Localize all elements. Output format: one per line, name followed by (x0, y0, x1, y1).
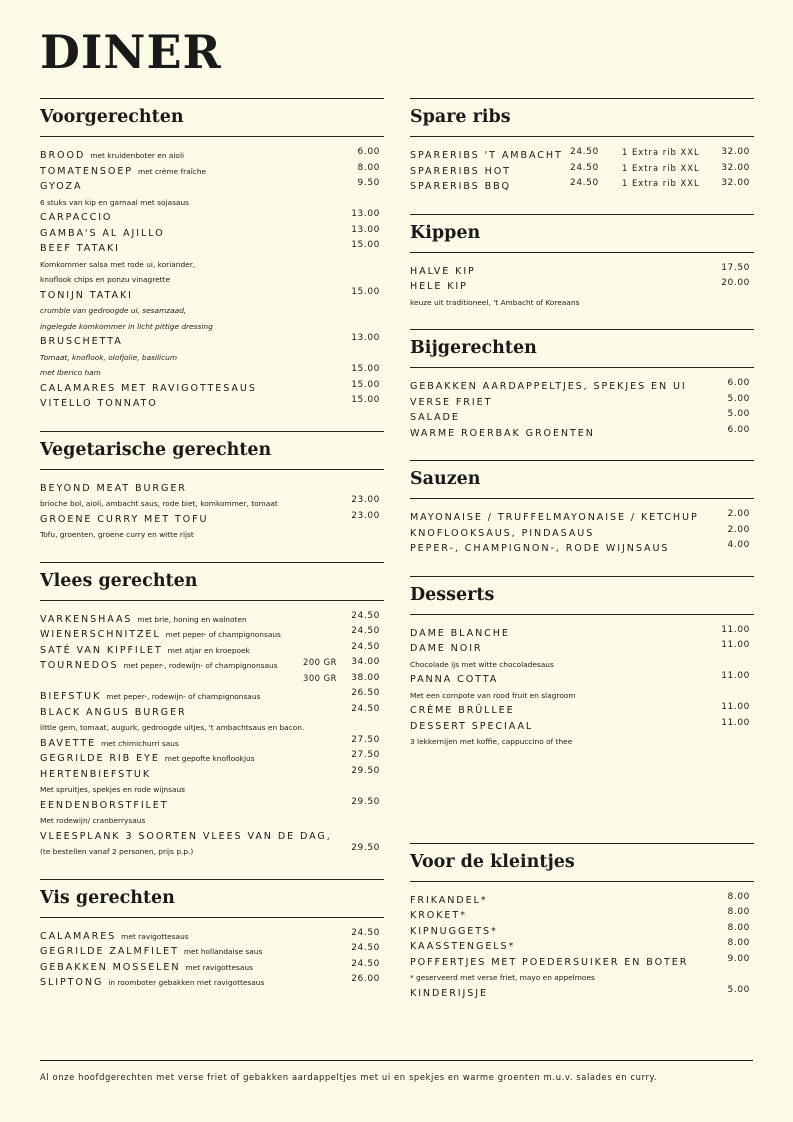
menu-item (40, 378, 384, 394)
item-name: GEGRILDE ZALMFILET (40, 946, 179, 957)
item-name: VARKENSHAAS (40, 613, 133, 625)
section-spacer (40, 409, 384, 431)
menu-item (40, 393, 384, 409)
section-spacer (410, 192, 754, 214)
item-price: 29.50 (351, 796, 380, 807)
item-price: 8.00 (727, 907, 750, 917)
section-voor-de-kleintjes (410, 843, 754, 999)
item-name: TOMATENSOEP (40, 165, 133, 177)
section-heading: Kippen (410, 214, 754, 253)
menu-note (40, 524, 384, 540)
item-price: 34.00 (351, 657, 380, 667)
item-price: 15.00 (351, 364, 380, 374)
menu-note (40, 671, 384, 687)
menu-item (40, 686, 384, 702)
menu-item (410, 507, 754, 523)
item-price: 9.50 (357, 178, 380, 188)
item-description: met atjar en kroepoek (167, 645, 250, 655)
item-description: keuze uit traditioneel, 't Ambacht of Koreaans (410, 297, 580, 307)
section-spacer (410, 438, 754, 460)
item-description: Met rodewijn/ cranberrysaus (40, 816, 146, 825)
item-price: 6.00 (727, 378, 750, 388)
item-name: WARME ROERBAK GROENTEN (410, 427, 595, 439)
menu-item (410, 669, 754, 685)
item-price: 32.00 (721, 162, 750, 173)
menu-item (410, 423, 754, 439)
menu-item (40, 926, 384, 942)
item-price: 8.00 (357, 162, 380, 173)
menu-item (410, 983, 754, 999)
menu-item (410, 176, 754, 192)
menu-item (410, 261, 754, 277)
menu-item (40, 764, 384, 780)
item-name: BROOD (40, 150, 86, 161)
item-description: met peper-, rodewijn- of champignonsaus (123, 661, 278, 670)
menu-note (40, 300, 384, 316)
item-description: met ravigottesaus (185, 962, 253, 972)
menu-note (40, 347, 384, 363)
item-name: SPARERIBS BBQ (410, 181, 512, 192)
item-name: FRIKANDEL* (410, 894, 488, 906)
item-name: DAME NOIR (410, 643, 483, 654)
item-name: BLACK ANGUS BURGER (40, 706, 187, 718)
menu-item (40, 640, 384, 656)
menu-item (40, 609, 384, 625)
item-name: PANNA COTTA (410, 674, 499, 685)
item-price: 17.50 (721, 262, 750, 273)
section-bijgerechten (410, 329, 754, 438)
item-name: VITELLO TONNATO (40, 398, 158, 409)
item-description: met peper-, rodewijn- of champignonsaus (106, 692, 261, 701)
item-name: KINDERIJSJE (410, 987, 488, 999)
section-heading: Vis gerechten (40, 879, 384, 918)
item-price: 11.00 (721, 717, 750, 728)
item-price: 15.00 (351, 286, 380, 297)
menu-item (410, 638, 754, 654)
section-sauzen (410, 460, 754, 554)
item-extra-option: 1 Extra rib XXL (622, 162, 700, 173)
item-price: 11.00 (721, 624, 750, 635)
menu-item (40, 826, 384, 842)
menu-item (40, 795, 384, 811)
section-spacer (410, 307, 754, 329)
item-description: 6 stuks van kip en garnaal met sojasaus (40, 197, 189, 207)
menu-item (40, 655, 384, 671)
item-price: 27.50 (351, 750, 380, 760)
item-description: 3 lekkernijen met koffie, cappuccino of thee (410, 737, 573, 746)
item-price: 13.00 (351, 333, 380, 343)
item-description: (te bestellen vanaf 2 personen, prijs p.p.) (40, 847, 194, 856)
menu-item (410, 392, 754, 408)
item-price: 6.00 (357, 147, 380, 157)
menu-item (40, 624, 384, 640)
menu-note (40, 841, 384, 857)
menu-item (410, 523, 754, 539)
menu-note (410, 654, 754, 670)
item-name: CALAMARES MET RAVIGOTTESAUS (40, 382, 257, 394)
item-name: EENDENBORSTFILET (40, 799, 169, 811)
section-spacer (40, 857, 384, 879)
item-price: 4.00 (727, 540, 750, 550)
item-price: 6.00 (727, 424, 750, 435)
section-heading: Vegetarische gerechten (40, 431, 384, 470)
item-price: 2.00 (727, 509, 750, 519)
menu-item (410, 538, 754, 554)
item-price: 8.00 (727, 938, 750, 948)
item-price: 38.00 (351, 672, 380, 683)
menu-item (40, 223, 384, 239)
menu-item (40, 331, 384, 347)
menu-note (40, 810, 384, 826)
menu-item (410, 623, 754, 639)
item-name: GEBAKKEN AARDAPPELTJES, SPEKJES EN UI (410, 381, 687, 392)
item-name: BEYOND MEAT BURGER (40, 482, 187, 494)
menu-item (410, 700, 754, 716)
item-description: in roomboter gebakken met ravigottesaus (108, 978, 265, 987)
section-heading: Sauzen (410, 460, 754, 499)
menu-note (40, 779, 384, 795)
item-description: met Iberico ham (40, 368, 101, 377)
menu-item (40, 161, 384, 177)
item-price: 24.50 (570, 178, 599, 188)
menu-note (40, 493, 384, 509)
item-price: 24.50 (570, 162, 599, 173)
item-name: CARPACCIO (40, 212, 113, 223)
item-price: 2.00 (727, 524, 750, 535)
item-name: SATÉ VAN KIPFILET (40, 644, 163, 656)
menu-item (410, 716, 754, 732)
section-heading: Voor de kleintjes (410, 843, 754, 882)
menu-item (40, 941, 384, 957)
menu-item (410, 905, 754, 921)
item-name: VLEESPLANK 3 SOORTEN VLEES VAN DE DAG, (40, 830, 332, 842)
item-price: 11.00 (721, 702, 750, 712)
section-spacer (410, 747, 754, 843)
menu-item (410, 407, 754, 423)
menu-item (410, 145, 754, 161)
item-description: met gepofte knoflookjus (164, 754, 255, 763)
item-name: BRUSCHETTA (40, 336, 123, 347)
section-heading: Spare ribs (410, 98, 754, 137)
item-price: 13.00 (351, 224, 380, 235)
item-name: CRÈME BRÛLLEE (410, 705, 515, 716)
footer-divider (40, 1060, 753, 1061)
item-name: GAMBA'S AL AJILLO (40, 227, 165, 239)
menu-note (40, 717, 384, 733)
item-price: 29.50 (351, 765, 380, 776)
item-name: POFFERTJES MET POEDERSUIKER EN BOTER (410, 956, 689, 968)
menu-note (40, 269, 384, 285)
item-price: 26.00 (351, 974, 380, 984)
item-description: * geserveerd met verse friet, mayo en appelmoes (410, 973, 595, 982)
section-desserts (410, 576, 754, 747)
item-extra-option: 1 Extra rib XXL (622, 178, 700, 188)
item-price: 24.50 (351, 626, 380, 636)
section-spacer (410, 554, 754, 576)
item-description: Met spruitjes, spekjes en rode wijnsaus (40, 785, 186, 794)
section-kippen (410, 214, 754, 308)
item-name: BEEF TATAKI (40, 243, 120, 254)
item-description: met peper- of champignonsaus (165, 630, 281, 639)
item-name: KAASSTENGELS* (410, 941, 516, 952)
item-description: brioche bol, aioli, ambacht saus, rode biet, komkommer, tomaat (40, 499, 278, 508)
item-name: VERSE FRIET (410, 396, 493, 408)
item-price: 8.00 (727, 891, 750, 902)
section-spacer (40, 540, 384, 562)
menu-item (40, 509, 384, 525)
menu-item (40, 238, 384, 254)
menu-note (40, 316, 384, 332)
item-price: 24.50 (351, 610, 380, 621)
item-name: HELE KIP (410, 281, 468, 292)
item-name: MAYONAISE / TRUFFELMAYONAISE / KETCHUP (410, 512, 699, 523)
menu-item (40, 972, 384, 988)
menu-note (40, 192, 384, 208)
item-portion: 200 GR (303, 657, 337, 667)
item-price: 11.00 (721, 671, 750, 681)
item-description: met hollandaise saus (183, 947, 263, 956)
item-name: GYOZA (40, 181, 83, 192)
item-name: CALAMARES (40, 930, 117, 942)
menu-item (410, 890, 754, 906)
page-title: DINER (40, 25, 222, 79)
item-price: 15.00 (351, 395, 380, 405)
item-price: 24.50 (570, 147, 599, 157)
item-price: 24.50 (351, 958, 380, 969)
item-name: GEBAKKEN MOSSELEN (40, 961, 181, 973)
section-heading: Vlees gerechten (40, 562, 384, 601)
menu-item (40, 478, 384, 494)
section-heading: Voorgerechten (40, 98, 384, 137)
item-name: WIENERSCHNITZEL (40, 629, 161, 640)
item-price: 26.50 (351, 688, 380, 698)
menu-note (410, 967, 754, 983)
item-price: 32.00 (721, 147, 750, 157)
item-price: 24.50 (351, 641, 380, 652)
item-price: 8.00 (727, 922, 750, 933)
item-name: DAME BLANCHE (410, 627, 510, 639)
item-price: 29.50 (351, 843, 380, 853)
item-description: Met een compote van rood fruit en slagroom (410, 690, 576, 700)
section-spare-ribs (410, 98, 754, 192)
footer-note: Al onze hoofdgerechten met verse friet of gebakken aardappeltjes met ui en spekjes en warme groenten m.u.v. salades en curry. (40, 1072, 658, 1082)
item-price: 5.00 (727, 409, 750, 419)
item-price: 13.00 (351, 209, 380, 219)
item-name: SPARERIBS 'T AMBACHT (410, 150, 563, 161)
item-description: little gem, tomaat, augurk, gedroogde uitjes, 't ambachtsaus en bacon. (40, 723, 305, 732)
item-price: 24.50 (351, 703, 380, 714)
item-description: Chocolade ijs met witte chocoladesaus (410, 659, 554, 669)
item-price: 15.00 (351, 240, 380, 250)
item-price: 24.50 (351, 927, 380, 938)
menu-item (410, 936, 754, 952)
menu-item (410, 276, 754, 292)
section-vegetarische-gerechten (40, 431, 384, 540)
item-price: 20.00 (721, 278, 750, 288)
item-name: BAVETTE (40, 737, 97, 749)
menu-item (40, 733, 384, 749)
menu-item (410, 376, 754, 392)
item-description: met brie, honing en walnoten (137, 614, 247, 624)
item-name: PEPER-, CHAMPIGNON-, RODE WIJNSAUS (410, 543, 670, 554)
item-description: met crème fraîche (138, 166, 207, 176)
item-description: met chimichurri saus (101, 738, 179, 748)
left-column (40, 98, 384, 988)
section-voorgerechten (40, 98, 384, 409)
item-price: 23.00 (351, 510, 380, 521)
item-name: BIEFSTUK (40, 691, 102, 702)
menu-note (410, 292, 754, 308)
menu-note (410, 685, 754, 701)
item-extra-option: 1 Extra rib XXL (622, 147, 700, 157)
item-name: SALADE (410, 412, 460, 423)
item-name: KROKET* (410, 910, 467, 921)
item-name: SPARERIBS HOT (410, 165, 511, 177)
item-description: met ravigottesaus (121, 931, 189, 941)
item-description: Komkommer salsa met rode ui, koriander, (40, 259, 196, 269)
menu-item (40, 702, 384, 718)
item-price: 32.00 (721, 178, 750, 188)
item-description: crumble van gedroogde ui, sesamzaad, (40, 306, 187, 315)
menu-item (40, 207, 384, 223)
item-name: HALVE KIP (410, 265, 476, 277)
menu-item (40, 145, 384, 161)
item-price: 27.50 (351, 734, 380, 745)
menu-note (410, 731, 754, 747)
item-price: 24.50 (351, 943, 380, 953)
item-name: TONIJN TATAKI (40, 289, 133, 301)
section-vlees-gerechten (40, 562, 384, 857)
menu-item (410, 921, 754, 937)
item-price: 11.00 (721, 640, 750, 650)
item-price: 5.00 (727, 393, 750, 404)
item-description: ingelegde komkommer in licht pittige dressing (40, 321, 213, 331)
item-description: Tomaat, knoflook, olofjolie, basilicum (40, 352, 178, 362)
item-name: KIPNUGGETS* (410, 925, 498, 937)
menu-item (40, 957, 384, 973)
item-name: TOURNEDOS (40, 660, 119, 671)
item-name: GEGRILDE RIB EYE (40, 753, 160, 764)
item-price: 23.00 (351, 495, 380, 505)
item-price: 9.00 (727, 953, 750, 964)
menu-note (40, 362, 384, 378)
item-name: KNOFLOOKSAUS, PINDASAUS (410, 527, 595, 539)
item-name: SLIPTONG (40, 977, 104, 988)
menu-item (40, 285, 384, 301)
item-description: knoflook chips en ponzu vinagrette (40, 275, 170, 284)
item-description: Tofu, groenten, groene curry en witte rijst (40, 530, 194, 539)
item-name: GROENE CURRY MET TOFU (40, 513, 209, 525)
item-portion: 300 GR (303, 672, 337, 683)
section-heading: Desserts (410, 576, 754, 615)
menu-item (410, 952, 754, 968)
menu-item (40, 176, 384, 192)
item-name: HERTENBIEFSTUK (40, 768, 152, 780)
menu-item (40, 748, 384, 764)
item-price: 5.00 (727, 984, 750, 995)
section-heading: Bijgerechten (410, 329, 754, 368)
menu-note (40, 254, 384, 270)
item-name: DESSERT SPECIAAL (410, 720, 534, 732)
menu-item (410, 161, 754, 177)
item-price: 15.00 (351, 379, 380, 390)
item-description: met kruidenboter en aioli (90, 151, 185, 160)
section-vis-gerechten (40, 879, 384, 988)
right-column (410, 98, 754, 998)
